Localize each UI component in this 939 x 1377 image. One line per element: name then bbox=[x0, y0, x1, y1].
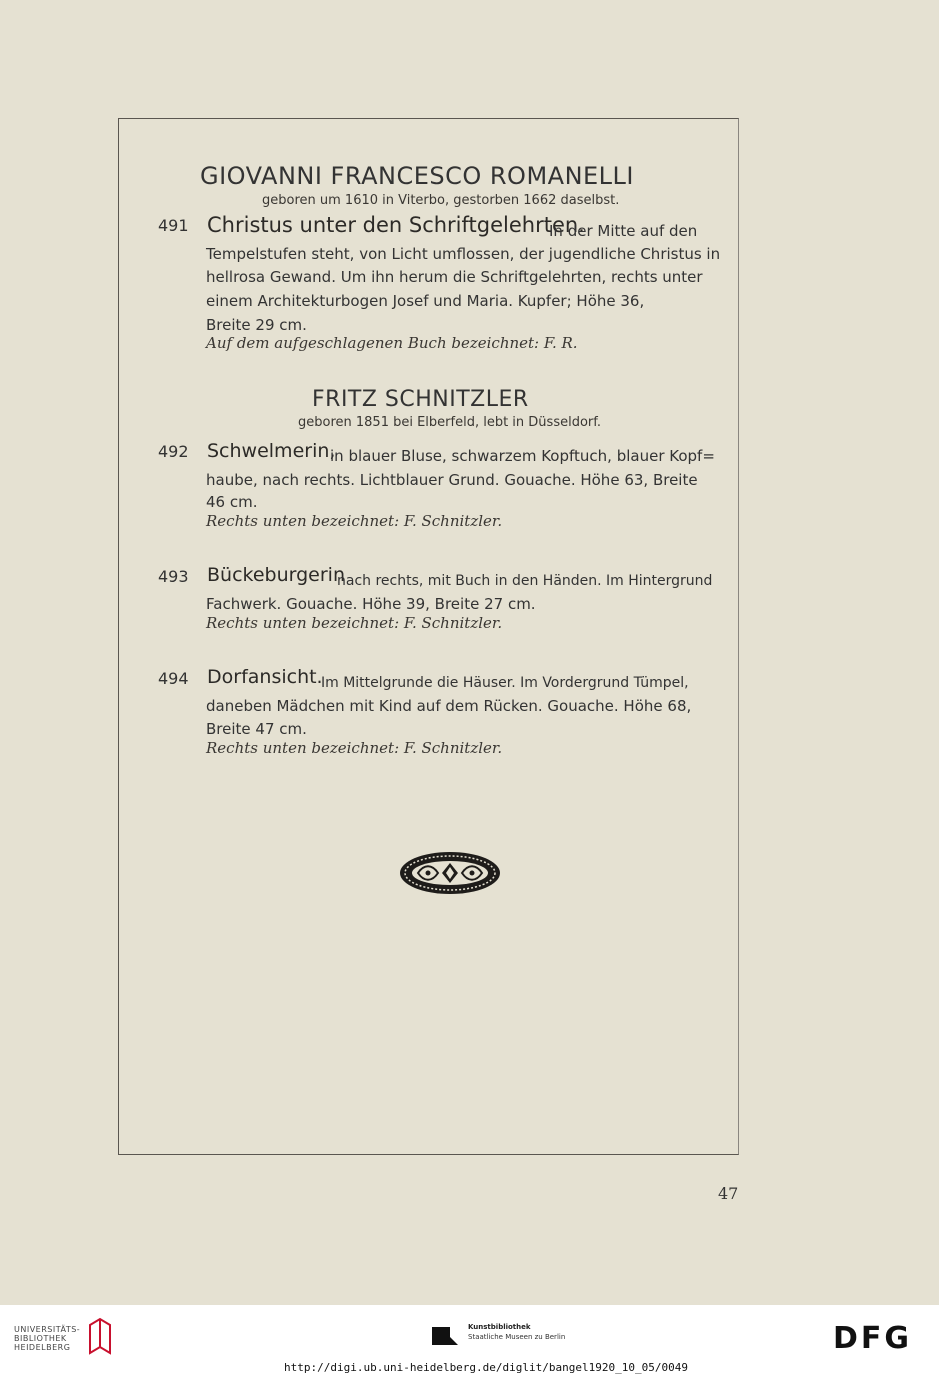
entry-number-492: 492 bbox=[158, 442, 189, 461]
entry-title-493: Bückeburgerin bbox=[207, 564, 346, 586]
artist-life-romanelli: geboren um 1610 in Viterbo, gestorben 1662 daselbst. bbox=[262, 193, 620, 208]
entry-text-492-line-2: haube, nach rechts. Lichtblauer Grund. Gouache. Höhe 63, Breite bbox=[206, 471, 698, 489]
entry-text-493-line-1: nach rechts, mit Buch in den Händen. Im Hintergrund bbox=[337, 573, 713, 589]
entry-title-492: Schwelmerin, bbox=[207, 440, 336, 462]
oval-ornament-icon bbox=[398, 850, 502, 896]
footer-bar bbox=[0, 1305, 939, 1377]
entry-text-492-line-3: 46 cm. bbox=[206, 493, 258, 511]
kunstbibliothek-label: Kunstbibliothek bbox=[468, 1323, 531, 1331]
entry-text-494-line-3: Breite 47 cm. bbox=[206, 720, 307, 738]
entry-number-493: 493 bbox=[158, 567, 189, 586]
entry-text-491-line-3: hellrosa Gewand. Um ihn herum die Schriftgelehrten, rechts unter bbox=[206, 268, 703, 286]
entry-text-491-line-4: einem Architekturbogen Josef und Maria. Kupfer; Höhe 36, bbox=[206, 292, 645, 310]
artist-life-schnitzler: geboren 1851 bei Elberfeld, lebt in Düsseldorf. bbox=[298, 415, 602, 430]
entry-title-491: Christus unter den Schriftgelehrten. bbox=[207, 213, 585, 237]
entry-text-491-line-5: Breite 29 cm. bbox=[206, 316, 307, 334]
university-logo-icon bbox=[86, 1317, 114, 1357]
source-url[interactable]: http://digi.ub.uni-heidelberg.de/diglit/bangel1920_10_05/0049 bbox=[284, 1361, 688, 1374]
university-library-label bbox=[14, 1325, 80, 1352]
entry-text-491-line-1: In der Mitte auf den bbox=[549, 222, 698, 240]
entry-signature-494: Rechts unten bezeichnet: F. Schnitzler. bbox=[206, 739, 503, 757]
library-line-2: BIBLIOTHEK bbox=[14, 1334, 67, 1343]
entry-text-494-line-2: daneben Mädchen mit Kind auf dem Rücken. Gouache. Höhe 68, bbox=[206, 697, 692, 715]
kunstbibliothek-logo-icon bbox=[430, 1323, 460, 1349]
entry-text-491-line-2: Tempelstufen steht, von Licht umflossen, der jugendliche Christus in bbox=[206, 245, 721, 263]
entry-number-494: 494 bbox=[158, 669, 189, 688]
artist-name-romanelli: GIOVANNI FRANCESCO ROMANELLI bbox=[200, 162, 634, 190]
entry-signature-493: Rechts unten bezeichnet: F. Schnitzler. bbox=[206, 614, 503, 632]
dfg-logo: DFG bbox=[833, 1321, 913, 1356]
museen-label: Staatliche Museen zu Berlin bbox=[468, 1333, 566, 1341]
entry-signature-491: Auf dem aufgeschlagenen Buch bezeichnet: F. R. bbox=[206, 334, 578, 352]
entry-text-492-line-1: in blauer Bluse, schwarzem Kopftuch, blauer Kopf= bbox=[330, 447, 715, 465]
library-line-1: UNIVERSITÄTS- bbox=[14, 1325, 81, 1334]
artist-name-schnitzler: FRITZ SCHNITZLER bbox=[312, 387, 529, 412]
entry-text-493-line-2: Fachwerk. Gouache. Höhe 39, Breite 27 cm. bbox=[206, 595, 536, 613]
entry-number-491: 491 bbox=[158, 216, 189, 235]
entry-text-494-line-1: Im Mittelgrunde die Häuser. Im Vordergrund Tümpel, bbox=[321, 675, 689, 691]
entry-signature-492: Rechts unten bezeichnet: F. Schnitzler. bbox=[206, 512, 503, 530]
entry-title-494: Dorfansicht. bbox=[207, 666, 323, 688]
page-number: 47 bbox=[718, 1184, 739, 1203]
library-line-3: HEIDELBERG bbox=[14, 1343, 71, 1352]
